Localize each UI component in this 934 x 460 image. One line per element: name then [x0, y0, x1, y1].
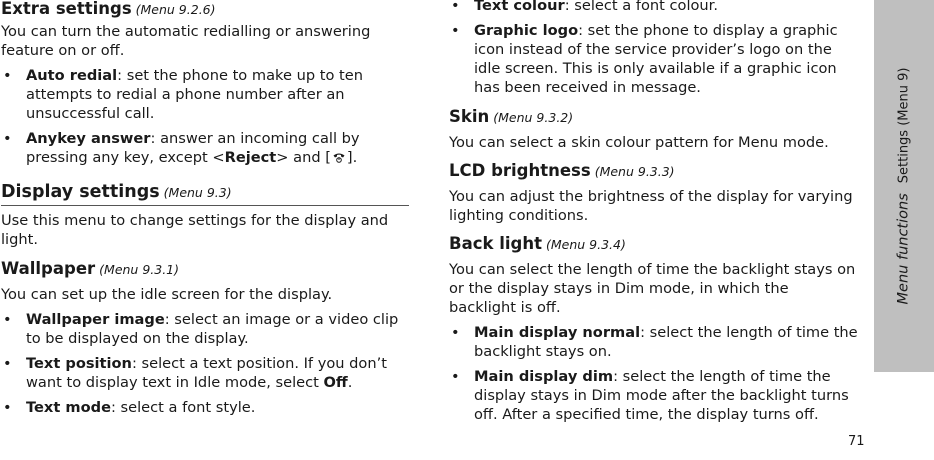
- bullet-main-display-normal: • Main display normal: select the length of time the backlight stays on.: [451, 324, 858, 360]
- skin-heading: Skin (Menu 9.3.2): [449, 107, 574, 126]
- chapter-side-title: Menu functionsSettings (Menu 9): [895, 67, 912, 305]
- wallpaper-heading: Wallpaper (Menu 9.3.1): [1, 259, 180, 278]
- back-light-section: [449, 233, 859, 424]
- bullet-graphic-logo: • Graphic logo: set the phone to display a graphic icon instead of the service provider’s logo on the idle screen. This is only available if a graphic icon has been received in message.: [451, 22, 838, 96]
- right-column: [449, 0, 859, 424]
- left-column: [1, 0, 409, 417]
- back-light-heading: Back light (Menu 9.3.4): [449, 234, 626, 253]
- display-settings-heading: Display settings (Menu 9.3): [1, 182, 232, 202]
- bullet-text-colour: • Text colour: select a font colour.: [451, 0, 718, 14]
- bullet-anykey-answer: • Anykey answer: answer an incoming call by pressing any key, except <Reject> and [ ].: [3, 130, 360, 166]
- lcd-brightness-section: [449, 160, 859, 225]
- end-call-key-icon: [332, 150, 346, 164]
- extra-settings-desc: You can turn the automatic redialling or answering feature on or off.: [1, 23, 371, 59]
- display-settings-desc: Use this menu to change settings for the display and light.: [1, 212, 389, 248]
- display-settings-section: [1, 181, 409, 249]
- bullet-text-mode: • Text mode: select a font style.: [3, 399, 256, 416]
- wallpaper-section: [1, 258, 409, 417]
- bullet-main-display-dim: • Main display dim: select the length of time the display stays in Dim mode after the backlight turns off. After a specified time, the display turns off.: [451, 368, 849, 423]
- wallpaper-desc: You can set up the idle screen for the display.: [1, 286, 333, 303]
- lcd-brightness-heading: LCD brightness (Menu 9.3.3): [449, 161, 675, 180]
- skin-desc: You can select a skin colour pattern for Menu mode.: [449, 134, 829, 151]
- bullet-text-position: • Text position: select a text position. If you don’t want to display text in Idle mode, select Off.: [3, 355, 387, 391]
- extra-settings-section: [1, 0, 409, 167]
- extra-settings-heading: Extra settings (Menu 9.2.6): [1, 0, 216, 18]
- section-divider: [1, 205, 409, 206]
- page-number: 71: [848, 434, 865, 449]
- lcd-brightness-desc: You can adjust the brightness of the display for varying lighting conditions.: [449, 188, 853, 224]
- bullet-wallpaper-image: • Wallpaper image: select an image or a video clip to be displayed on the display.: [3, 311, 399, 347]
- skin-section: [449, 106, 859, 152]
- bullet-auto-redial: • Auto redial: set the phone to make up to ten attempts to redial a phone number after an unsuccessful call.: [3, 67, 363, 122]
- back-light-desc: You can select the length of time the backlight stays on or the display stays in Dim mode, in which the backlight is off.: [449, 261, 856, 316]
